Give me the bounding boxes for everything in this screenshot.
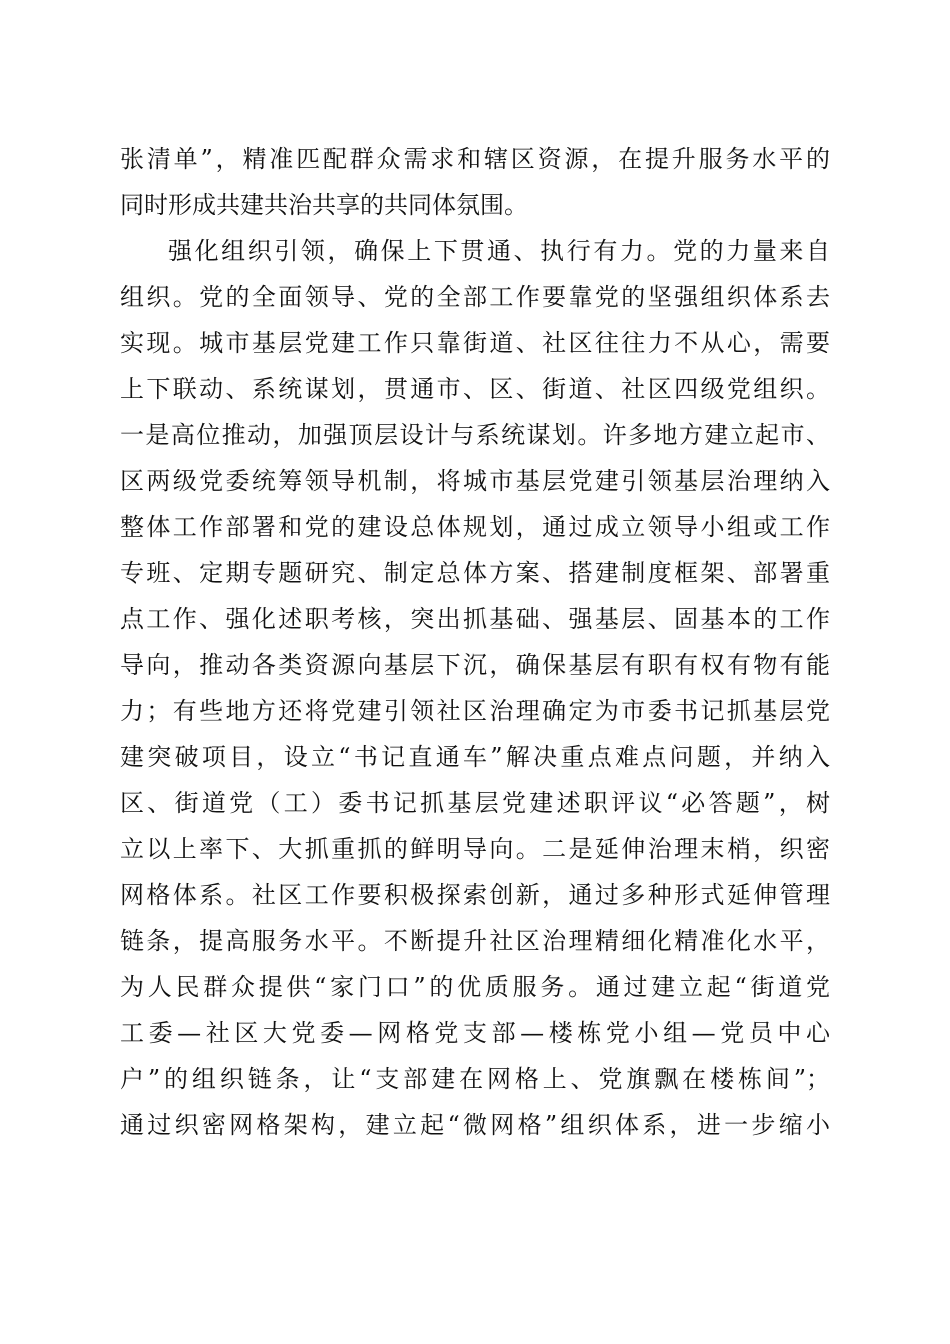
text-line: 整体工作部署和党的建设总体规划，通过成立领导小组或工作 xyxy=(120,513,830,541)
text-line: 上下联动、系统谋划，贯通市、区、街道、社区四级党组织。 xyxy=(120,375,830,403)
text-line: 实现。城市基层党建工作只靠街道、社区往往力不从心，需要 xyxy=(120,329,830,357)
text-line: 张清单”，精准匹配群众需求和辖区资源，在提升服务水平的 xyxy=(120,145,830,173)
text-line: 为人民群众提供“家门口”的优质服务。通过建立起“街道党 xyxy=(120,973,830,1001)
text-line: 通过织密网格架构，建立起“微网格”组织体系，进一步缩小 xyxy=(120,1111,830,1139)
text-line: 区、街道党（工）委书记抓基层党建述职评议“必答题”，树 xyxy=(120,789,830,817)
text-line: 一是高位推动，加强顶层设计与系统谋划。许多地方建立起市、 xyxy=(120,421,830,449)
text-line: 力；有些地方还将党建引领社区治理确定为市委书记抓基层党 xyxy=(120,697,830,725)
text-line: 建突破项目，设立“书记直通车”解决重点难点问题，并纳入 xyxy=(120,743,830,771)
text-line: 点工作、强化述职考核，突出抓基础、强基层、固基本的工作 xyxy=(120,605,830,633)
text-line: 专班、定期专题研究、制定总体方案、搭建制度框架、部署重 xyxy=(120,559,830,587)
text-line: 网格体系。社区工作要积极探索创新，通过多种形式延伸管理 xyxy=(120,881,830,909)
text-line: 户”的组织链条，让“支部建在网格上、党旗飘在楼栋间”； xyxy=(120,1065,830,1093)
text-line: 组织。党的全面领导、党的全部工作要靠党的坚强组织体系去 xyxy=(120,283,830,311)
text-line: 同时形成共建共治共享的共同体氛围。 xyxy=(120,191,528,219)
text-line: 链条，提高服务水平。不断提升社区治理精细化精准化水平， xyxy=(120,927,830,955)
text-line: 工委—社区大党委—网格党支部—楼栋党小组—党员中心 xyxy=(120,1019,830,1047)
text-line: 区两级党委统筹领导机制，将城市基层党建引领基层治理纳入 xyxy=(120,467,830,495)
text-line: 立以上率下、大抓重抓的鲜明导向。二是延伸治理末梢，织密 xyxy=(120,835,830,863)
body-text xyxy=(120,136,830,1148)
text-line: 强化组织引领，确保上下贯通、执行有力。党的力量来自 xyxy=(168,237,830,265)
text-line: 导向，推动各类资源向基层下沉，确保基层有职有权有物有能 xyxy=(120,651,830,679)
